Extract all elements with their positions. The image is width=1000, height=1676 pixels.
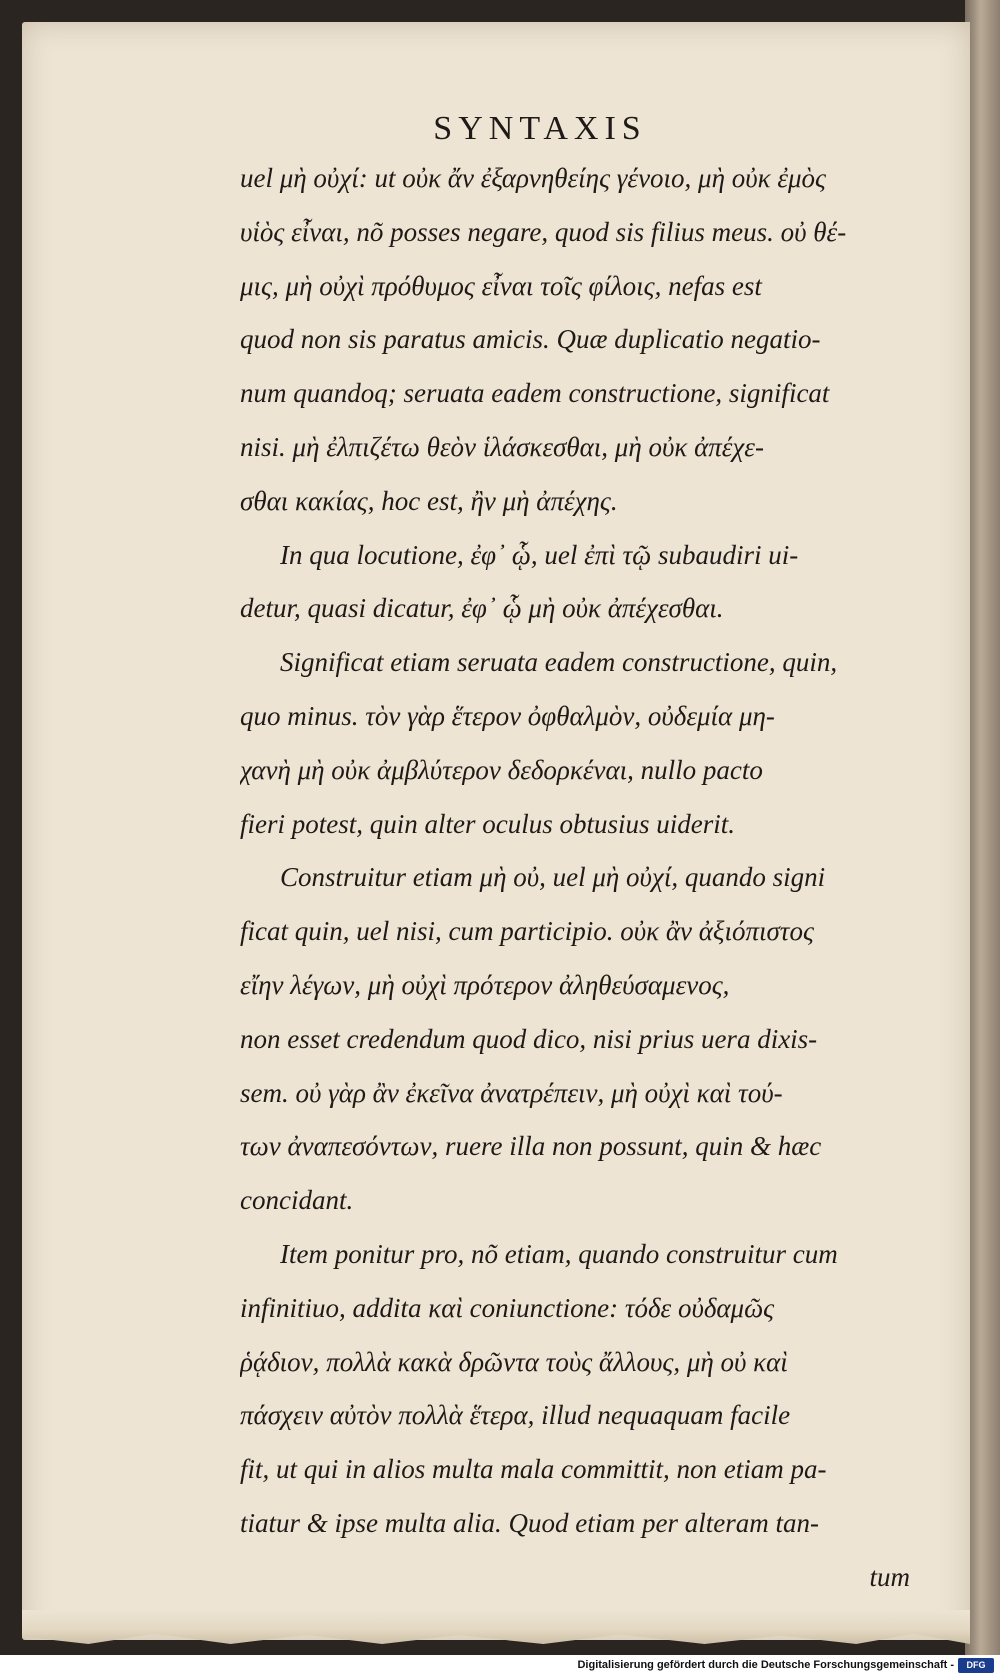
text-line: nisi. μὴ ἐλπιζέτω θεὸν ἱλάσκεσθαι, μὴ οὐκ ἀπέχε- [240,431,764,462]
text-line: Significat etiam seruata eadem constructione, quin, [280,647,838,678]
text-line: infinitiuo, addita καὶ coniunctione: τόδε οὐδαμῶς [240,1292,775,1323]
text-line: num quandoq; seruata eadem constructione, significat [240,378,830,409]
text-line: ficat quin, uel nisi, cum participio. οὐκ ἂν ἀξιόπιστος [240,916,814,947]
text-line: σθαι κακίας, hoc est, ἢν μὴ ἀπέχης. [240,485,618,516]
text-line: quo minus. τὸν γὰρ ἕτερον ὀφθαλμὸν, οὐδεμία μη- [240,700,775,731]
text-line: μις, μὴ οὐχὶ πρόθυμος εἶναι τοῖς φίλοις, nefas est [240,270,762,301]
text-line: fieri potest, quin alter oculus obtusius uiderit. [240,808,735,839]
text-line: ῥᾴδιον, πολλὰ κακὰ δρῶντα τοὺς ἄλλους, μὴ οὐ καὶ [240,1346,788,1377]
dfg-logo-icon: DFG [958,1658,994,1673]
text-line: In qua locutione, ἐφ᾽ ᾧ, uel ἐπὶ τῷ subaudiri ui- [280,539,799,570]
text-line: πάσχειν αὐτὸν πολλὰ ἕτερα, illud nequaquam facile [240,1400,791,1431]
text-line: Construitur etiam μὴ οὐ, uel μὴ οὐχί, quando signi [280,862,826,893]
text-line: Item ponitur pro, nõ etiam, quando construitur cum [280,1238,838,1269]
text-line: concidant. [240,1185,354,1216]
text-line: detur, quasi dicatur, ἐφ᾽ ᾧ μὴ οὐκ ἀπέχεσθαι. [240,593,724,624]
text-line: sem. οὐ γὰρ ἂν ἐκεῖνα ἀνατρέπειν, μὴ οὐχὶ καὶ τού- [240,1077,783,1108]
text-line: tum [869,1561,910,1592]
text-line: uel μὴ οὐχί: ut οὐκ ἄν ἐξαρνηθείης γένοιο, μὴ οὐκ ἐμὸς [240,163,826,193]
text-line: tiatur & ipse multa alia. Quod etiam per alteram tan- [240,1507,819,1538]
running-head: SYNTAXIS [433,110,647,147]
text-line: fit, ut qui in alios multa mala committit, non etiam pa- [240,1454,827,1485]
text-line: non esset credendum quod dico, nisi prius uera dixis- [240,1023,818,1054]
book-page-edge [965,0,1000,1655]
text-line: υἱὸς εἶναι, nõ posses negare, quod sis filius meus. οὐ θέ- [240,216,847,247]
body-text [240,152,910,1605]
text-line: των ἀναπεσόντων, ruere illa non possunt, quin & hæc [240,1131,822,1162]
digitization-credit: Digitalisierung gefördert durch die Deutsche Forschungsgemeinschaft - [0,1655,1000,1676]
text-line: εἴην λέγων, μὴ οὐχὶ πρότερον ἀληθεύσαμενος, [240,969,730,1000]
text-line: quod non sis paratus amicis. Quæ duplicatio negatio- [240,324,821,355]
text-line: χανὴ μὴ οὐκ ἀμβλύτερον δεδορκέναι, nullo pacto [240,754,763,785]
